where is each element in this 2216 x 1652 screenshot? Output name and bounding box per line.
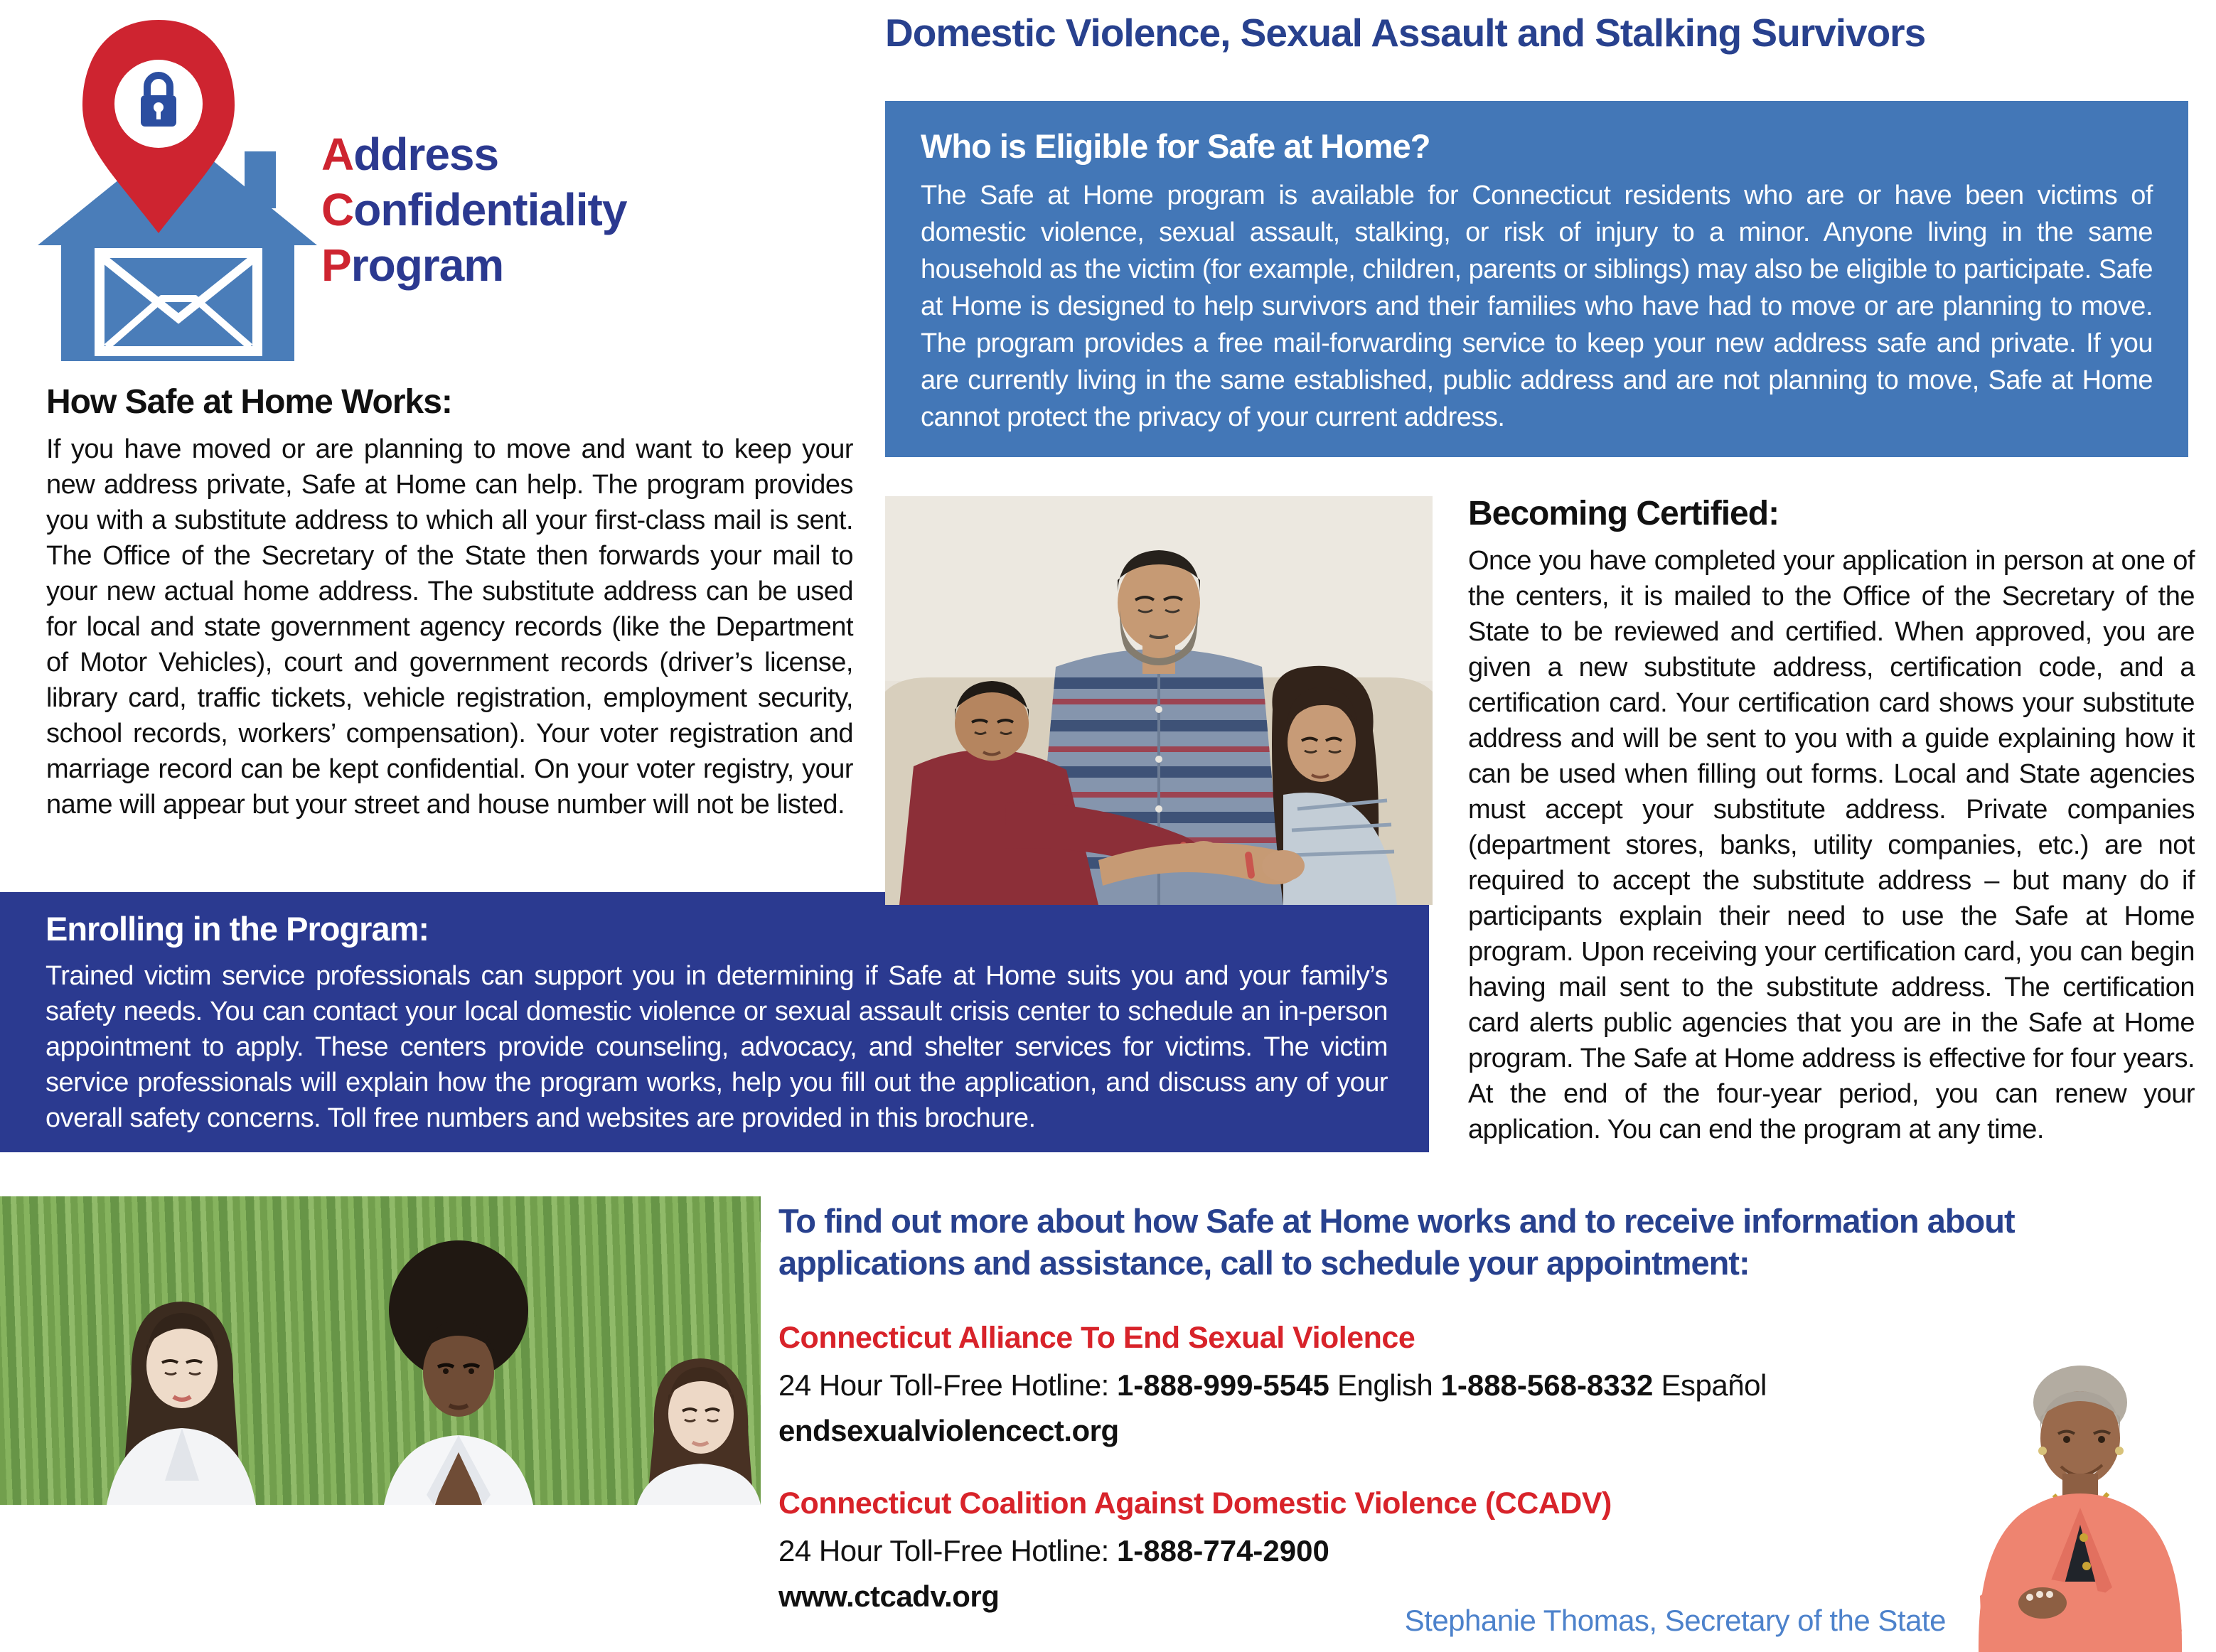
alliance-hotline — [778, 1368, 2115, 1402]
secretary-caption: Stephanie Thomas, Secretary of the State — [1404, 1604, 1946, 1637]
ccadv-website: www.ctcadv.org — [778, 1579, 1000, 1613]
ccadv-name: Connecticut Coalition Against Domestic Violence (CCADV) — [778, 1486, 1612, 1520]
ccadv-hotline-label: 24 Hour Toll-Free Hotline: — [778, 1534, 1109, 1567]
enrolling-box — [0, 892, 1429, 1152]
logo-word-address: Address — [321, 129, 499, 180]
envelope-icon — [100, 253, 257, 351]
how-works-body: If you have moved or are planning to move and want to keep your new address private, Safe at Home can help. The program provides you with a substitute address to which all your first-class mail is sent. The Office of the Secretary of the State then forwards your mail to your new actual home address. The substitute address can be used for local and state government agency records (like the Department of Motor Vehicles), court and government records (driver’s license, library card, traffic tickets, vehicle registration, employment security, school records, workers’ compensation). Your voter registration and marriage record can be kept confidential. On your voter registry, your name will appear but your street and house number will not be listed. — [46, 434, 853, 820]
logo-wordmark — [321, 127, 626, 293]
eligible-box — [885, 101, 2188, 457]
enrolling-heading: Enrolling in the Program: — [46, 910, 429, 948]
alliance-phone-spanish: 1-888-568-8332 — [1440, 1368, 1654, 1402]
secretary-figure — [1979, 1366, 2182, 1652]
alliance-website: endsexualviolencect.org — [778, 1414, 1119, 1447]
how-works-section — [46, 382, 853, 822]
eligible-heading: Who is Eligible for Safe at Home? — [921, 127, 1430, 165]
certified-heading: Becoming Certified: — [1468, 495, 1779, 532]
contact-section — [778, 1200, 2115, 1652]
enrolling-body: Trained victim service professionals can support you in determining if Safe at Home suits you and your family’s safety needs. You can contact your local domestic violence or sexual assault crisis center to schedule an in-person appointment to apply. These centers provide counseling, advocacy, and shelter services for victims. The victim service professionals will explain how the program works, help you fill out the application, and discuss any of your overall safety concerns. Toll free numbers and websites are provided in this brochure. — [46, 961, 1388, 1133]
logo-word-program: Program — [321, 240, 504, 291]
alliance-spanish-label: Español — [1661, 1368, 1767, 1402]
alliance-phone-english: 1-888-999-5545 — [1116, 1368, 1329, 1402]
alliance-english-label: English — [1337, 1368, 1433, 1402]
how-works-heading: How Safe at Home Works: — [46, 383, 452, 421]
family-photo — [885, 496, 1433, 905]
certified-body: Once you have completed your application in person at one of the centers, it is mailed to the Office of the Secretary of the State to be reviewed and certified. When approved, you are given a new substitute address, certification code, and a certification card. Your certification card shows your substitute address and will be sent to you with a guide explaining how it can be used when filling out forms. Local and State agencies must accept your substitute address. Private companies (department stores, banks, utility companies, etc.) are not required to accept the substitute address – but many do if participants explain their need to use the Safe at Home program. Upon receiving your certification card, you can begin having mail sent to the substitute address. The certification card alerts public agencies that you are in the Safe at Home program. The Safe at Home address is effective for four years. At the end of the four-year period, you can renew your application. You can end the program at any time. — [1468, 546, 2195, 1144]
logo-word-confidentiality: Confidentiality — [321, 184, 627, 235]
three-women-photo — [0, 1196, 761, 1505]
ccadv-hotline — [778, 1534, 2115, 1568]
alliance-name: Connecticut Alliance To End Sexual Violence — [778, 1321, 1415, 1355]
acp-logo — [20, 6, 326, 361]
certified-section — [1468, 494, 2195, 1147]
contact-intro: To find out more about how Safe at Home works and to receive information about applications and assistance, call to schedule your appointment: — [778, 1202, 2015, 1282]
secretary-photo — [1936, 1347, 2216, 1652]
page-title: Domestic Violence, Sexual Assault and Stalking Survivors — [885, 11, 1926, 55]
ccadv-phone: 1-888-774-2900 — [1116, 1534, 1329, 1567]
alliance-hotline-label: 24 Hour Toll-Free Hotline: — [778, 1368, 1109, 1402]
eligible-body: The Safe at Home program is available for Connecticut residents who are or have been victims of domestic violence, sexual assault, stalking, or risk of injury to a minor. Anyone living in the same household as the victim (for example, children, parents or siblings) may also be eligible to participate. Safe at Home is designed to help survivors and their families who have had to move or are planning to move. The program provides a free mail-forwarding service to keep your new address safe and private. If you are currently living in the same established, public address and are not planning to move, Safe at Home cannot protect the privacy of your current address. — [921, 181, 2153, 432]
